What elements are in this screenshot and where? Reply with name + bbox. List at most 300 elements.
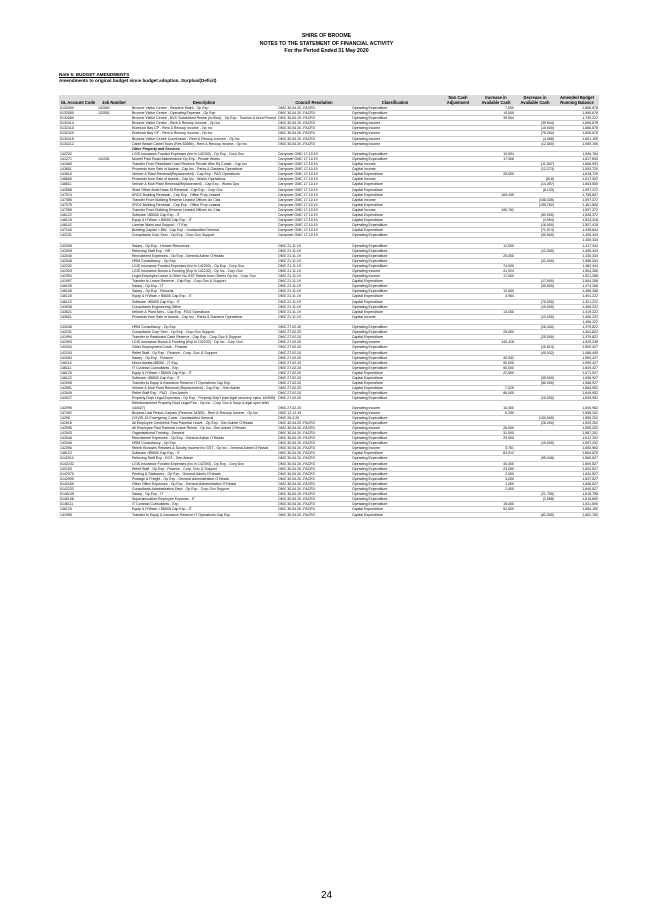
cell-running-balance: 1,486,268 — [555, 289, 599, 294]
cell-council-resolution: OMC 21.11.19 — [277, 258, 351, 263]
cell-classification: Operating Income — [351, 141, 439, 146]
cell-classification: Capital Income — [351, 197, 439, 202]
cell-decrease: (30,000) — [515, 284, 555, 289]
cell-description: Relief Staff - Op Exp - Finance - Corp. Gov. & Support — [131, 466, 277, 471]
cell-increase: 52,500 — [477, 507, 515, 512]
cell-classification: Operating Expenditure — [351, 284, 439, 289]
cell-non-cash — [439, 512, 477, 517]
cell-running-balance: 1,419,222 — [555, 309, 599, 314]
cell-gl-code: 142193 — [59, 466, 97, 471]
cell-classification: Capital Income — [351, 162, 439, 167]
cell-running-balance: 1,401,590 — [555, 202, 599, 207]
cell-classification: Capital Expenditure — [351, 182, 439, 187]
cell-gl-code: 0134212 — [59, 141, 97, 146]
cell-running-balance: 1,730,222 — [555, 116, 599, 121]
cell-decrease: (17,000) — [515, 279, 555, 284]
cell-classification: Capital Expenditure — [351, 192, 439, 197]
cell-gl-code: 144027 — [59, 396, 97, 401]
cell-classification: Operating Expenditure — [351, 415, 439, 420]
cell-running-balance: 1,597,372 — [555, 187, 599, 192]
cell-council-resolution: Carryover OMC 17.10.19 — [277, 187, 351, 192]
cell-description: LGIS Insurance Funded Expenses (Inc in 142393) - Op Exp - Corp Gov — [131, 263, 277, 268]
cell-running-balance: 1,379,822 — [555, 325, 599, 330]
cell-description: Equip & H'Ware > $5000 Cap Exp - IT — [131, 370, 277, 375]
cell-council-resolution: OMC 21.11.19 — [277, 248, 351, 253]
cell-council-resolution: OMC 26.3.20 — [277, 415, 351, 420]
cell-description: Vehicle & Mob Plant Renewal(Replacement) - Cap Exp - Works Ops — [131, 182, 277, 187]
cell-gl-code: 146120 — [59, 370, 97, 375]
cell-increase: 13,000 — [477, 309, 515, 314]
cell-classification: Capital Expenditure — [351, 381, 439, 386]
cell-classification: Operating Expenditure — [351, 476, 439, 481]
budget-amendments-table — [59, 95, 599, 518]
cell-council-resolution: OMC 30.04.20 -FACR3 — [277, 425, 351, 430]
cell-council-resolution: Carryover OMC 17.10.19 — [277, 212, 351, 217]
cell-council-resolution: OMC 21.11.19 — [277, 314, 351, 319]
cell-running-balance: 1,597,372 — [555, 197, 599, 202]
cell-description: KRO2 Building Renewal - Cap Exp - Office Prop Leased — [131, 192, 277, 197]
cell-running-balance: 1,680,678 — [555, 126, 599, 131]
cell-gl-code: 146122 — [59, 375, 97, 380]
cell-gl-code: 0142233 — [59, 487, 97, 492]
cell-council-resolution: OMC 30.04.20 -FACR3 — [277, 456, 351, 461]
cell-gl-code: 143038 — [59, 304, 97, 309]
cell-running-balance: 1,599,784 — [555, 151, 599, 156]
cell-council-resolution: OMC 30.04.20 -FACR3 — [277, 497, 351, 502]
cell-gl-code: 147492 — [59, 410, 97, 415]
cell-classification: Operating Income — [351, 274, 439, 279]
cell-running-balance: 1,520,240 — [555, 340, 599, 345]
cell-running-balance: 1,601,190 — [555, 136, 599, 141]
cell-gl-code: 0142090 — [59, 476, 97, 481]
cell-job-number: 141331 — [97, 156, 131, 161]
cell-running-balance: 1,600,963 — [555, 446, 599, 451]
cell-classification: Capital Expenditure — [351, 375, 439, 380]
cell-gl-code: 142393 — [59, 340, 97, 345]
cell-council-resolution: OMC 27.02.20 — [277, 325, 351, 330]
cell-council-resolution: OMC 27.02.20 — [277, 370, 351, 375]
cell-running-balance: 1,602,190 — [555, 512, 599, 517]
cell-classification: Operating Income — [351, 121, 439, 126]
cell-council-resolution: OMC 30.04.20 -FACR3 — [277, 106, 351, 111]
cell-decrease: (10,813) — [515, 345, 555, 350]
cell-description: Vehicle & Plant New - Cap Exp - P&G Operations — [131, 309, 277, 314]
cell-council-resolution: Carryover OMC 17.10.19 — [277, 182, 351, 187]
cell-classification: Capital Expenditure — [351, 212, 439, 217]
cell-increase: 3,761 — [477, 446, 515, 451]
cell-classification: Operating Expenditure — [351, 365, 439, 370]
cell-running-balance: 1,618,758 — [555, 492, 599, 497]
cell-description: Salary - Op Exp - IT — [131, 284, 277, 289]
cell-gl-code: 143049 — [59, 391, 97, 396]
cell-decrease: (80,000) — [515, 381, 555, 386]
cell-council-resolution: OMC 30.04.20 -FACR3 — [277, 446, 351, 451]
cell-running-balance: 1,649,952 — [555, 401, 599, 410]
cell-description: HRM Consultancy - Op Exp — [131, 258, 277, 263]
cell-council-resolution: OMC 30.04.20 -FACR3 — [277, 492, 351, 497]
table-row — [59, 401, 599, 410]
cell-gl-code: 142995 — [59, 425, 97, 430]
cell-classification: Capital Expenditure — [351, 218, 439, 223]
cell-classification: Operating Expenditure — [351, 330, 439, 335]
note-subtitle: Amendments to original budget since budget adoption. Surplus/(Deficit) — [59, 78, 217, 83]
cell-description: Software >$5000 Cap Exp - IT — [131, 299, 277, 304]
cell-gl-code: 143601 — [59, 314, 97, 319]
cell-running-balance: 1,616,690 — [555, 497, 599, 502]
cell-gl-code: 146102 — [59, 223, 97, 228]
cell-classification: Capital Expenditure — [351, 512, 439, 517]
cell-decrease: (35,000) — [515, 375, 555, 380]
cell-running-balance: 1,597,202 — [555, 441, 599, 446]
cell-council-resolution: OMC 30.04.20 -FACR3 — [277, 466, 351, 471]
cell-classification: Capital Expenditure — [351, 294, 439, 299]
cell-council-resolution: OMC 21.11.19 — [277, 304, 351, 309]
col-classification: Classification — [351, 95, 439, 106]
cell-council-resolution: OMC 27.02.20 — [277, 386, 351, 391]
cell-increase: 5,250 — [477, 410, 515, 415]
cell-classification: Operating Expenditure — [351, 253, 439, 258]
cell-classification: Operating Income — [351, 131, 439, 136]
cell-description: IT Contract Consultants - Exp — [131, 365, 277, 370]
cell-running-balance: 1,705,807 — [555, 192, 599, 197]
report-title: NOTES TO THE STATEMENT OF FINANCIAL ACTIVITY — [259, 40, 394, 47]
cell-running-balance: 1,637,527 — [555, 476, 599, 481]
cell-running-balance: 1,605,993 — [555, 162, 599, 167]
cell-decrease: (13,000) — [515, 314, 555, 319]
cell-description: Relief Staff - Op Exp - Finance - Corp. Gov. & Support — [131, 350, 277, 355]
cell-gl-code: 146122 — [59, 212, 97, 217]
cell-description: Vehicle & Plant Renewal(Replacement) - Cap Exp - P&G Operations — [131, 172, 277, 177]
table-header-row — [59, 95, 599, 106]
cell-running-balance: 1,462,344 — [555, 263, 599, 268]
cell-classification: Operating Expenditure — [351, 471, 439, 476]
cell-description: All Employee Centrelink Paid Parental Leave - Op Exp - Gen Admin O'Heads — [131, 420, 277, 425]
cell-increase: 90,000 — [477, 360, 515, 365]
cell-decrease: (95,348) — [515, 456, 555, 461]
cell-classification: Operating Expenditure — [351, 481, 439, 486]
cell-council-resolution: OMC 27.02.20 — [277, 350, 351, 355]
cell-running-balance: 1,634,527 — [555, 471, 599, 476]
cell-description: LGIS Insurance Funded Expenses (Inc in 142393) - Op Exp - Corp Gov — [131, 151, 277, 156]
note-title: Note 5: BUDGET AMENDMENTS — [59, 72, 130, 77]
col-increase: Increase in Available Cash — [477, 95, 515, 106]
cell-council-resolution: OMC 27.02.20 — [277, 401, 351, 410]
cell-description: Building Capital > $5k - Cap Exp - Unclassified General — [131, 228, 277, 233]
cell-decrease: (70,000) — [515, 299, 555, 304]
cell-council-resolution: Carryover OMC 17.10.19 — [277, 172, 351, 177]
cell-classification: Operating Expenditure — [351, 289, 439, 294]
cell-gl-code: 143610 — [59, 172, 97, 177]
cell-description: Transfer to Equip & Insurance Reserve IT Operations Cap Exp — [131, 512, 277, 517]
cell-classification: Capital Income — [351, 314, 439, 319]
cell-gl-code: 146122 — [59, 451, 97, 456]
cell-description: LGIS Insurance Bonus & Funding (Exp in 142232) - Op Inc - Corp Gov — [131, 269, 277, 274]
cell-council-resolution: OMC 27.02.20 — [277, 340, 351, 345]
cell-increase: 12,000 — [477, 243, 515, 248]
cell-council-resolution: OMC 30.04.20 -FACR3 — [277, 111, 351, 116]
cell-gl-code: 142193 — [59, 350, 97, 355]
cell-gl-code: 0132415 — [59, 136, 97, 141]
cell-gl-code: 141960 — [59, 162, 97, 167]
cell-classification: Operating Expenditure — [351, 151, 439, 156]
cell-council-resolution: OMC 21.11.19 — [277, 309, 351, 314]
cell-council-resolution: Carryover OMC 17.10.19 — [277, 151, 351, 156]
page-header — [0, 33, 653, 56]
cell-running-balance: 1,690,678 — [555, 121, 599, 126]
cell-council-resolution: Carryover OMC 17.10.19 — [277, 167, 351, 172]
cell-classification: Operating Expenditure — [351, 420, 439, 425]
cell-classification: Operating Expenditure — [351, 325, 439, 330]
cell-gl-code: 142551 — [59, 386, 97, 391]
cell-description: Broome Visitor Centre - BVC Subsidised Rental (In-Kind) - Op Exp - Tourism & Area Promot — [132, 116, 276, 121]
cell-increase — [477, 512, 515, 517]
cell-running-balance: 1,655,202 — [555, 410, 599, 415]
cell-description: Transfer to Equip & Insurance Reserve IT Operations Cap Exp — [131, 381, 277, 386]
cell-council-resolution: Carryover OMC 17.10.19 — [277, 197, 351, 202]
cell-decrease: (16,000) — [515, 223, 555, 228]
cell-description: Reimbursement Property Dept Legal Fee - Op Inc - Corp Gov & Supp (Legal opex refer 144027) — [131, 401, 277, 410]
cell-decrease: (71,574) — [515, 228, 555, 233]
cell-gl-code: 143601 — [59, 167, 97, 172]
cell-decrease: (14,397) — [515, 182, 555, 187]
cell-decrease: (75,000) — [515, 131, 555, 136]
cell-description: Postage & Freight - Op Exp - General Administration O'Heads — [131, 476, 277, 481]
cell-increase: 74,000 — [477, 263, 515, 268]
cell-council-resolution: Carryover OMC 17.10.19 — [277, 228, 351, 233]
cell-classification: Capital Expenditure — [351, 279, 439, 284]
cell-description: Printing & Stationery - Op Exp - General Admin O'Heads — [131, 471, 277, 476]
cell-gl-code: 0146108 — [59, 497, 97, 502]
cell-running-balance: 1,406,222 — [555, 314, 599, 319]
cell-running-balance: 1,405,344 — [555, 248, 599, 253]
cell-classification: Operating Expenditure — [351, 466, 439, 471]
cell-gl-code: 146120 — [59, 218, 97, 223]
entity-name: SHIRE OF BROOME — [301, 33, 352, 39]
cell-increase: 39,544 — [477, 116, 515, 121]
cell-running-balance: 1,605,678 — [555, 131, 599, 136]
cell-running-balance: 1,593,720 — [555, 167, 599, 172]
cell-increase: 195,782 — [477, 207, 515, 212]
cell-increase: 7,000 — [477, 106, 515, 111]
cell-running-balance: 1,491,222 — [555, 294, 599, 299]
cell-description: LGIS Insurance Funded Expenses (Inc in 142393) - Op Exp - Corp Gov — [131, 461, 277, 466]
cell-increase: 2,000 — [477, 471, 515, 476]
cell-classification: Operating Income — [351, 425, 439, 430]
cell-decrease: (6,133) — [515, 187, 555, 192]
cell-running-balance: 1,388,344 — [555, 258, 599, 263]
cell-increase: 50,000 — [477, 365, 515, 370]
cell-council-resolution: OMC 30.04.20 -FACR3 — [277, 502, 351, 507]
cell-description: Consultants Administration Dept - Op Exp - Corp Gov Support — [131, 487, 277, 492]
cell-description: Consultants Corp Serv - Op Exp - Corp Gov Support — [131, 330, 277, 335]
cell-classification: Operating Income — [351, 269, 439, 274]
cell-decrease: (11,697) — [515, 162, 555, 167]
cell-description: Software >$5000 Cap Exp - IT — [131, 451, 277, 456]
cell-classification: Capital Income — [351, 207, 439, 212]
cell-running-balance: 1,509,427 — [555, 355, 599, 360]
cell-gl-code: 142048 — [59, 325, 97, 330]
cell-increase: 23,000 — [477, 466, 515, 471]
cell-running-balance: 1,632,527 — [555, 466, 599, 471]
cell-council-resolution: OMC 21.11.19 — [277, 243, 351, 248]
cell-council-resolution: OMC 30.04.20 -FACR3 — [277, 141, 351, 146]
cell-description: Consultants Corp Serv - Op Exp - Corp Gov Support — [131, 233, 277, 238]
cell-classification: Capital Income — [351, 177, 439, 182]
cell-gl-code: 142390 — [59, 446, 97, 451]
cell-gl-code: 148600 — [59, 177, 97, 182]
cell-description: Equip & H'Ware > $5000 Cap Exp - IT — [131, 507, 277, 512]
cell-increase: 41,924 — [477, 269, 515, 274]
cell-council-resolution: Carryover OMC 17.10.19 — [277, 218, 351, 223]
cell-running-balance: 1,468,495 — [555, 350, 599, 355]
cell-running-balance: 1,603,505 — [555, 182, 599, 187]
cell-gl-code: 147355 — [59, 207, 97, 212]
cell-gl-code: 147375 — [59, 202, 97, 207]
cell-decrease: (4,954) — [515, 218, 555, 223]
cell-description: Other Property and Services — [131, 146, 277, 151]
cell-increase: 17,906 — [477, 156, 515, 161]
cell-decrease: (39,544) — [515, 121, 555, 126]
cell-classification: Operating Income — [351, 136, 439, 141]
cell-decrease: (10,000) — [515, 396, 555, 401]
cell-classification: Capital Expenditure — [351, 309, 439, 314]
cell-running-balance: 1,599,427 — [555, 360, 599, 365]
cell-description: Legal Employee Leave & Other No GST Reimb from Others Op Inc - Corp Gov — [131, 274, 277, 279]
cell-running-balance: 1,379,822 — [555, 335, 599, 340]
cell-gl-code: 148611 — [59, 182, 97, 187]
cell-decrease: (69,000) — [515, 212, 555, 217]
cell-running-balance: 1,521,268 — [555, 274, 599, 279]
cell-classification: Operating Expenditure — [351, 492, 439, 497]
cell-classification: Operating Expenditure — [351, 223, 439, 228]
cell-description: Equip & H'Ware > $5000 Cap Exp - IT — [131, 294, 277, 299]
cell-gl-code: 146106 — [59, 289, 97, 294]
cell-description: Software >$5000 Cap Exp - IT — [131, 212, 277, 217]
table-body — [59, 106, 599, 517]
cell-running-balance: 1,435,844 — [555, 228, 599, 233]
cell-council-resolution: OMC 21.11.19 — [277, 279, 351, 284]
cell-description: Broome Last Resort Carpark (Reserve 34305) - Rent & Recoup Income - Op Inc — [131, 410, 277, 415]
cell-running-balance: 1,589,190 — [555, 141, 599, 146]
note-heading — [59, 72, 216, 84]
cell-gl-code: 142043 — [59, 431, 97, 436]
cell-job-number — [97, 401, 131, 410]
cell-running-balance: 1,649,952 — [555, 391, 599, 396]
cell-council-resolution: OMC 30.04.20 -FACR3 — [277, 441, 351, 446]
cell-classification: Operating Expenditure — [351, 461, 439, 466]
cell-council-resolution: OMC 30.04.20 -FACR3 — [277, 436, 351, 441]
cell-decrease: (100,000) — [515, 415, 555, 420]
cell-gl-code: 14296 — [59, 415, 97, 420]
cell-gl-code: 146120 — [59, 294, 97, 299]
cell-description: Shire Office Build Haas St Renewal - Cap Exp - Corp Gov — [131, 187, 277, 192]
cell-council-resolution: OMC 30.04.20 -FACR3 — [277, 121, 351, 126]
cell-classification: Operating Expenditure — [351, 497, 439, 502]
cell-gl-code: 0132050 — [59, 106, 97, 111]
cell-decrease: (26,000) — [515, 420, 555, 425]
cell-classification: Operating Expenditure — [351, 248, 439, 253]
cell-increase: 15,000 — [477, 502, 515, 507]
cell-council-resolution: OMC 30.04.20 -FACR3 — [277, 487, 351, 492]
cell-classification: Operating Expenditure — [351, 263, 439, 268]
cell-increase: 3,000 — [477, 476, 515, 481]
cell-decrease: (82,000) — [515, 512, 555, 517]
cell-running-balance: 1,421,222 — [555, 299, 599, 304]
cell-description: Proceeds from Sale of Assets - Cap Inc - Parks & Gardens Operations — [131, 167, 277, 172]
cell-gl-code: 142558 — [59, 187, 97, 192]
cell-increase: 25,000 — [477, 253, 515, 258]
cell-description: Morrell Park Road Maintenance Op Exp - Private Works — [131, 156, 277, 161]
cell-classification: Capital Expenditure — [351, 299, 439, 304]
cell-description: Transfer From Building Reserve Leased Offices Un Clas — [131, 207, 277, 212]
cell-running-balance: 1,638,527 — [555, 481, 599, 486]
cell-description: Relief Staff Exp - P&G - Gen Admin — [131, 391, 277, 396]
cell-increase: 40,000 — [477, 461, 515, 466]
cell-gl-code: 0142160 — [59, 481, 97, 486]
cell-gl-code: 147100 — [59, 228, 97, 233]
cell-description: Broome Visitor Centre - Rent & Recoup Income - Op Inc — [131, 121, 277, 126]
cell-description: Broome Visitor Centre - Reactive Maint - Op Exp — [131, 106, 277, 111]
col-description: Description — [131, 95, 277, 106]
cell-description: Roebuck Bay CP - Rent & Recoup Income - Op Inc — [131, 126, 277, 131]
cell-gl-code: 142995 — [59, 401, 97, 410]
cell-description: Roebuck Bay CP - Rent & Recoup Income - Op Inc — [131, 131, 277, 136]
cell-running-balance: 1,507,418 — [555, 223, 599, 228]
cell-council-resolution: OMC 21.11.19 — [277, 274, 351, 279]
cell-gl-code: 142004 — [59, 355, 97, 360]
cell-decrease: (10,000) — [515, 126, 555, 131]
cell-council-resolution: OMC 27.02.20 — [277, 360, 351, 365]
cell-job-number: 132051 — [97, 111, 131, 116]
cell-classification: Capital Expenditure — [351, 172, 439, 177]
cell-increase: 7,025 — [477, 386, 515, 391]
cell-council-resolution: Carryover OMC 17.10.19 — [277, 223, 351, 228]
cell-description: All Employee Paid Parental Leave Reimb - Op Inc - Gen Admin O'Heads — [131, 425, 277, 430]
cell-running-balance: 1,664,875 — [555, 451, 599, 456]
cell-gl-code: 0142070 — [59, 471, 97, 476]
cell-gl-code: 0132420 — [59, 131, 97, 136]
cell-running-balance: 1,639,952 — [555, 396, 599, 401]
cell-running-balance: 1,671,927 — [555, 370, 599, 375]
cell-increase: 12,000 — [477, 289, 515, 294]
cell-running-balance: 1,597,372 — [555, 207, 599, 212]
cell-description: Consultants Engineering Office — [131, 304, 277, 309]
cell-running-balance: 1,504,268 — [555, 279, 599, 284]
cell-description: Reimb Bonuses Rebates & Sundry Income Inc GST - Op Inc - General Admin O'Heads — [131, 446, 277, 451]
cell-gl-code: 142008 — [59, 248, 97, 253]
cell-classification: Operating Expenditure — [351, 258, 439, 263]
cell-classification: Capital Expenditure — [351, 451, 439, 456]
cell-running-balance: 1,504,268 — [555, 269, 599, 274]
cell-council-resolution: OMC 30.04.20 -FACR3 — [277, 136, 351, 141]
cell-description: License Maint and Support - IT Exp — [131, 223, 277, 228]
cell-gl-code: 142015 — [59, 420, 97, 425]
cell-increase: 1,000 — [477, 481, 515, 486]
cell-description: Broome Visitor Centre - Operating Expense - Op Exp — [131, 111, 277, 116]
cell-council-resolution: Carryover OMC 17.10.19 — [277, 156, 351, 161]
cell-gl-code: 142393 — [59, 269, 97, 274]
cell-council-resolution: Carryover OMC 17.10.19 — [277, 202, 351, 207]
cell-running-balance: 1,430,344 — [555, 253, 599, 258]
cell-council-resolution: Carryover OMC 17.10.19 — [277, 177, 351, 182]
cell-description: Transfer From Building Reserve Leased Offices Un Clas — [131, 197, 277, 202]
cell-council-resolution: OMC 27.02.20 — [277, 355, 351, 360]
cell-council-resolution: OMC 30.04.20 -FACR3 — [277, 451, 351, 456]
cell-gl-code: 142046 — [59, 436, 97, 441]
cell-description: Salary - Op Exp - IT — [131, 492, 277, 497]
cell-council-resolution: OMC 27.02.20 — [277, 381, 351, 386]
cell-running-balance: 1,609,527 — [555, 461, 599, 466]
